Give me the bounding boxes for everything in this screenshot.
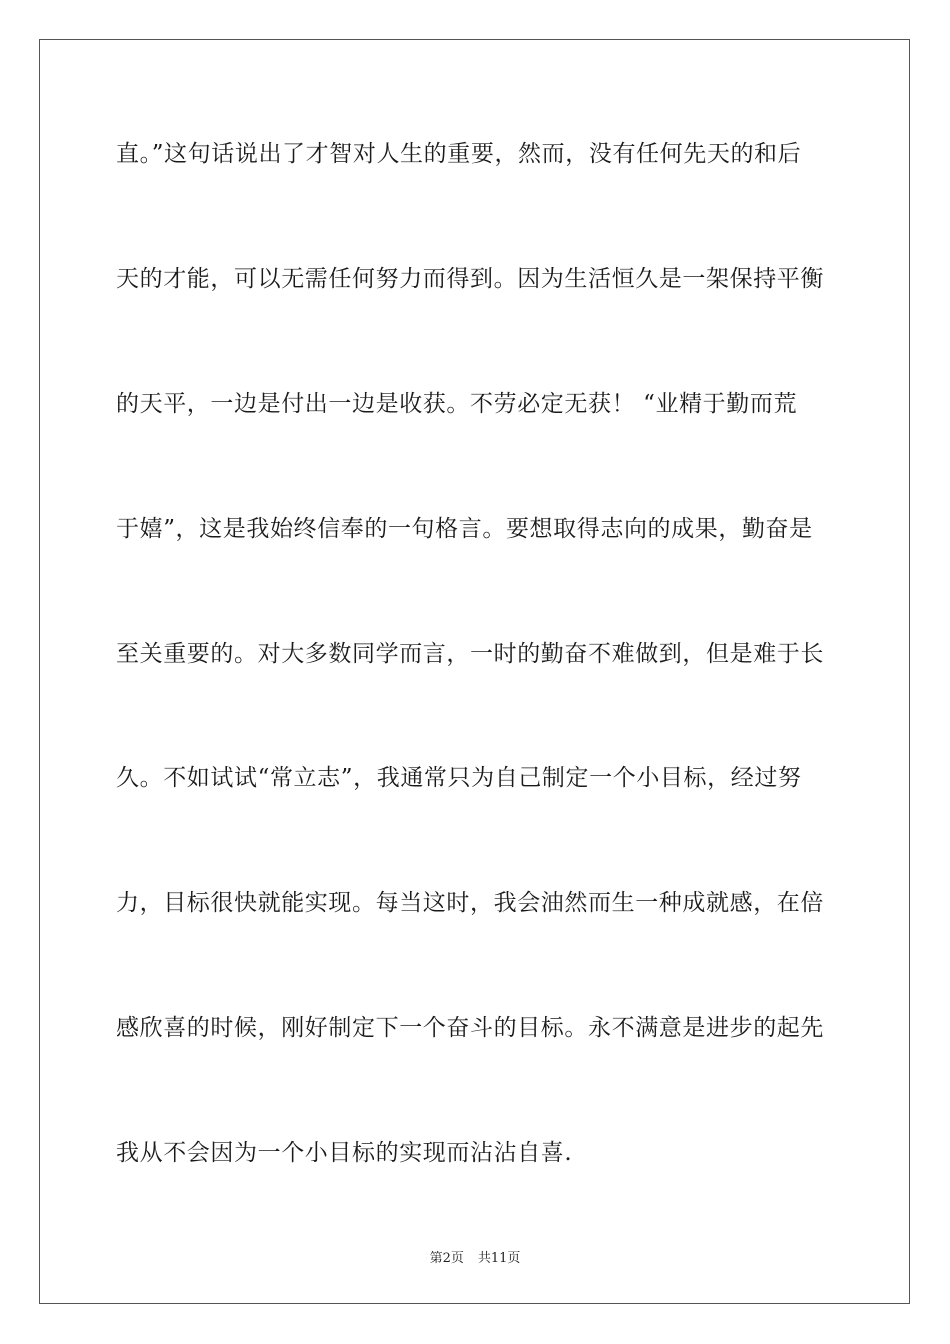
text-line: 的天平，一边是付出一边是收获。不劳必定无获！ “业精于勤而荒 [116, 390, 798, 417]
page-footer [0, 1247, 950, 1266]
text-line: 久。不如试试“常立志”，我通常只为自己制定一个小目标，经过努 [116, 765, 802, 792]
text-line: 感欣喜的时候，刚好制定下一个奋斗的目标。永不满意是进步的起先 [116, 1015, 824, 1042]
text-line: 直。”这句话说出了才智对人生的重要，然而，没有任何先天的和后 [116, 141, 802, 167]
page-number: 第2页 [429, 1251, 464, 1266]
text-line: 我从不会因为一个小目标的实现而沾沾自喜. [116, 1140, 573, 1167]
page-total: 共11页 [477, 1251, 521, 1266]
text-line: 力，目标很快就能实现。每当这时，我会油然而生一种成就感，在倍 [116, 890, 824, 917]
text-line: 至关重要的。对大多数同学而言，一时的勤奋不难做到，但是难于长 [116, 640, 824, 667]
text-line: 于嬉”，这是我始终信奉的一句格言。要想取得志向的成果，勤奋是 [116, 515, 813, 542]
text-line: 天的才能，可以无需任何努力而得到。因为生活恒久是一架保持平衡 [116, 265, 824, 292]
document-body [116, 123, 836, 1247]
